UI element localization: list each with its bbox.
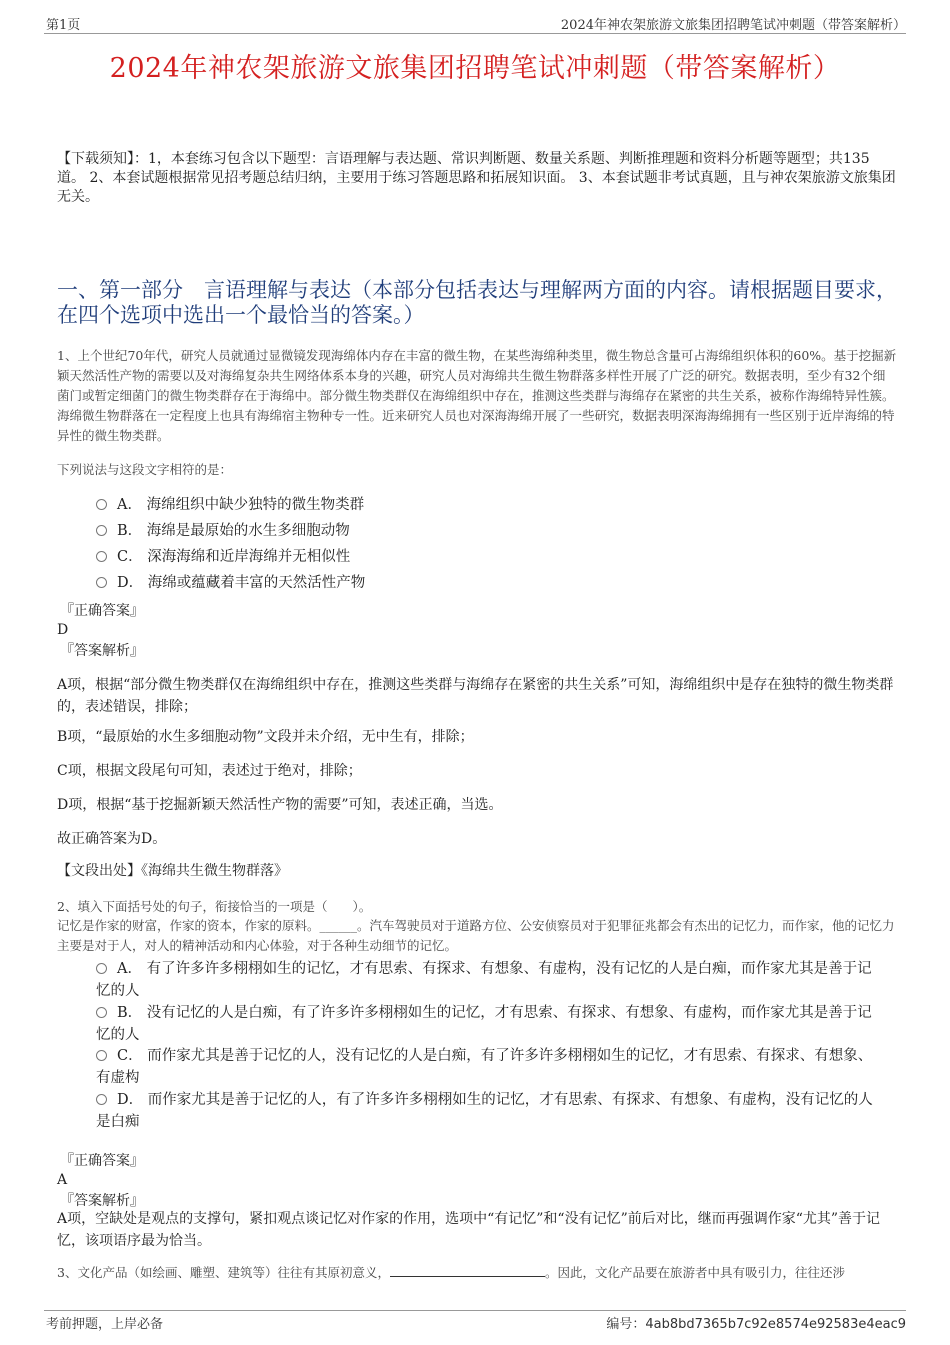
q1-answer: D — [57, 622, 69, 638]
q1-source: 【文段出处】《海绵共生微生物群落》 — [57, 863, 288, 879]
radio-icon[interactable] — [96, 577, 107, 588]
q1-option-c[interactable]: C． 深海海绵和近岸海绵并无相似性 — [96, 546, 350, 568]
header-rule — [44, 33, 906, 34]
page-number: 第1页 — [46, 18, 81, 33]
radio-icon[interactable] — [96, 1050, 107, 1061]
q2-stem-line1: 2、填入下面括号处的句子，衔接恰当的一项是（ ）。 — [57, 899, 372, 914]
q3-stem: 3、文化产品（如绘画、雕塑、建筑等）往往有其原初意义， 。因此，文化产品要在旅游者中具有吸引力，往往还涉 — [57, 1265, 845, 1280]
radio-icon[interactable] — [96, 963, 107, 974]
q1-analysis-label: 『答案解析』 — [60, 643, 144, 659]
q2-answer: A — [57, 1172, 68, 1188]
q1-analysis-b: B项，“最原始的水生多细胞动物”文段并未介绍，无中生有，排除； — [57, 729, 474, 745]
q1-prompt: 下列说法与这段文字相符的是： — [57, 462, 233, 477]
radio-icon[interactable] — [96, 499, 107, 510]
q1-option-b[interactable]: B． 海绵是最原始的水生多细胞动物 — [96, 520, 350, 542]
q2-analysis: A项，空缺处是观点的支撑句，紧扣观点谈记忆对作家的作用，选项中“有记忆”和“没有记忆”前后对比，继而再强调作家“尤其”善于记忆，该项语序最为恰当。 — [57, 1211, 881, 1249]
section-heading: 一、第一部分 言语理解与表达（本部分包括表达与理解两方面的内容。请根据题目要求，在四个选项中选出一个最恰当的答案。） — [57, 278, 897, 327]
radio-icon[interactable] — [96, 1094, 107, 1105]
radio-icon[interactable] — [96, 551, 107, 562]
q2-answer-label: 『正确答案』 — [60, 1153, 144, 1169]
footer-rule — [44, 1310, 906, 1311]
q1-option-d[interactable]: D． 海绵或蕴藏着丰富的天然活性产物 — [96, 572, 365, 594]
document-id: 编号：4ab8bd7365b7c92e8574e92583e4eac9 — [606, 1317, 906, 1332]
page-title: 2024年神农架旅游文旅集团招聘笔试冲刺题（带答案解析） — [109, 53, 841, 84]
radio-icon[interactable] — [96, 525, 107, 536]
download-notice: 【下载须知】：1，本套练习包含以下题型：言语理解与表达题、常识判断题、数量关系题、判断推理题和资料分析题等题型；共135道。 2、本套试题根据常见招考题总结归纳，主要用于练习答题思路和拓展知识面。 3、本套试题非考试真题，且与神农架旅游文旅集团无关。 — [57, 151, 896, 205]
q1-answer-label: 『正确答案』 — [60, 603, 144, 619]
q1-analysis-a: A项，根据“部分微生物类群仅在海绵组织中存在，推测这些类群与海绵存在紧密的共生关系”可知，海绵组织中是存在独特的微生物类群的，表述错误，排除； — [57, 677, 894, 715]
q1-analysis-c: C项，根据文段尾句可知，表述过于绝对，排除； — [57, 763, 362, 779]
running-title: 2024年神农架旅游文旅集团招聘笔试冲刺题（带答案解析） — [560, 18, 906, 33]
radio-icon[interactable] — [96, 1007, 107, 1018]
q2-option-b[interactable]: B． 没有记忆的人是白痴，有了许多许多栩栩如生的记忆，才有思索、有探求、有想象、有虚构，而作家尤其是善于记忆的人 — [96, 1005, 872, 1043]
q1-analysis-d: D项，根据“基于挖掘新颖天然活性产物的需要”可知，表述正确，当选。 — [57, 797, 503, 813]
q2-option-c[interactable]: C． 而作家尤其是善于记忆的人，没有记忆的人是白痴，有了许多许多栩栩如生的记忆，才有思索、有探求、有想象、有虚构 — [96, 1048, 873, 1086]
q2-option-a[interactable]: A． 有了许多许多栩栩如生的记忆，才有思索、有探求、有想象、有虚构，没有记忆的人是白痴，而作家尤其是善于记忆的人 — [96, 961, 872, 999]
q2-option-d[interactable]: D． 而作家尤其是善于记忆的人，有了许多许多栩栩如生的记忆，才有思索、有探求、有想象、有虚构，没有记忆的人是白痴 — [96, 1092, 873, 1130]
q2-analysis-label: 『答案解析』 — [60, 1193, 144, 1209]
footer-slogan: 考前押题，上岸必备 — [46, 1317, 164, 1332]
q1-option-a[interactable]: A． 海绵组织中缺少独特的微生物类群 — [96, 494, 364, 516]
fill-blank — [390, 1264, 545, 1277]
q1-conclusion: 故正确答案为D。 — [57, 831, 167, 847]
q1-stem: 1、上个世纪70年代，研究人员就通过显微镜发现海绵体内存在丰富的微生物，在某些海绵种类里，微生物总含量可占海绵组织体积的60%。基于挖掘新颖天然活性产物的需要以及对海绵复杂共生网络体系本身的兴趣，研究人员对海绵共生微生物群落多样性开展了广泛的研究。数据表明，至少有32个细菌门或暂定细菌门的微生物类群存在于海绵中。部分微生物类群仅在海绵组织中存在，推测这些类群与海绵存在紧密的共生关系，被称作海绵特异性簇。海绵微生物群落在一定程度上也具有海绵宿主物种专一性。近来研究人员也对深海海绵开展了一些研究，数据表明深海海绵拥有一些区别于近岸海绵的特异性的微生物类群。 — [57, 348, 897, 443]
q2-stem-line2: 记忆是作家的财富，作家的资本，作家的原料。______。汽车驾驶员对于道路方位、公安侦察员对于犯罪征兆都会有杰出的记忆力，而作家，他的记忆力主要是对于人，对人的精神活动和内心体验，对于各种生动细节的记忆。 — [57, 918, 895, 953]
